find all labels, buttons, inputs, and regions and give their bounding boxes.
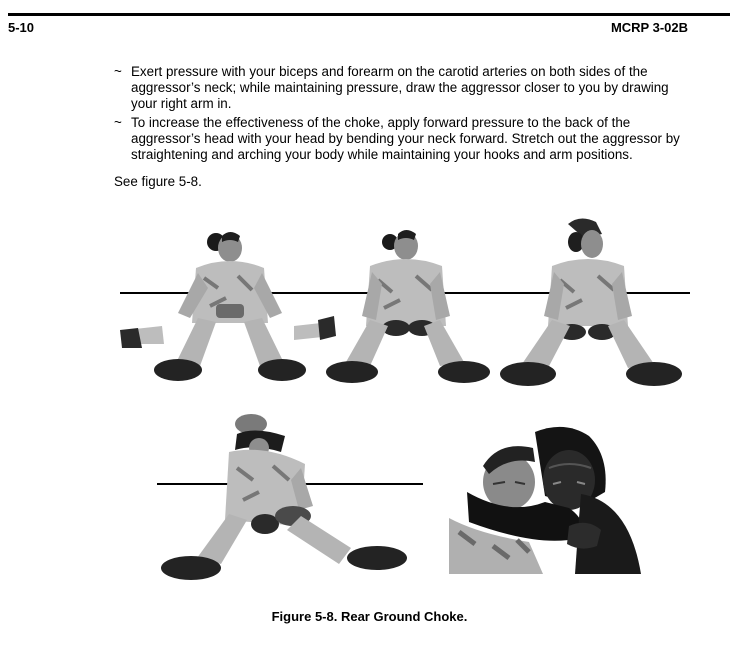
choke-photo-step-2 bbox=[318, 220, 498, 390]
figure-reference: See figure 5-8. bbox=[114, 174, 202, 189]
instruction-text: To increase the effectiveness of the choke, apply forward pressure to the back of the aggressor’s head with your head by bending your neck forward. Stretch out the aggressor by straightening and arching your body while maintaining your hooks and arm positions. bbox=[131, 115, 680, 162]
bullet-marker: ~ bbox=[114, 64, 122, 79]
bullet-marker: ~ bbox=[114, 115, 122, 130]
choke-photo-step-1 bbox=[118, 218, 338, 388]
choke-photo-step-4 bbox=[155, 408, 425, 588]
instruction-list bbox=[114, 64, 694, 166]
instruction-item bbox=[114, 115, 694, 163]
figure-caption: Figure 5-8. Rear Ground Choke. bbox=[271, 609, 468, 624]
instruction-item bbox=[114, 64, 694, 112]
header-rule bbox=[8, 13, 730, 16]
instruction-text: Exert pressure with your biceps and forearm on the carotid arteries on both sides of the aggressor’s neck; while maintaining pressure, draw the aggressor closer to you by drawing your right arm in. bbox=[131, 64, 669, 111]
publication-id: MCRP 3-02B bbox=[610, 20, 688, 35]
choke-photo-closeup bbox=[449, 422, 641, 574]
page-number: 5-10 bbox=[8, 20, 35, 35]
choke-photo-step-3 bbox=[492, 212, 692, 392]
